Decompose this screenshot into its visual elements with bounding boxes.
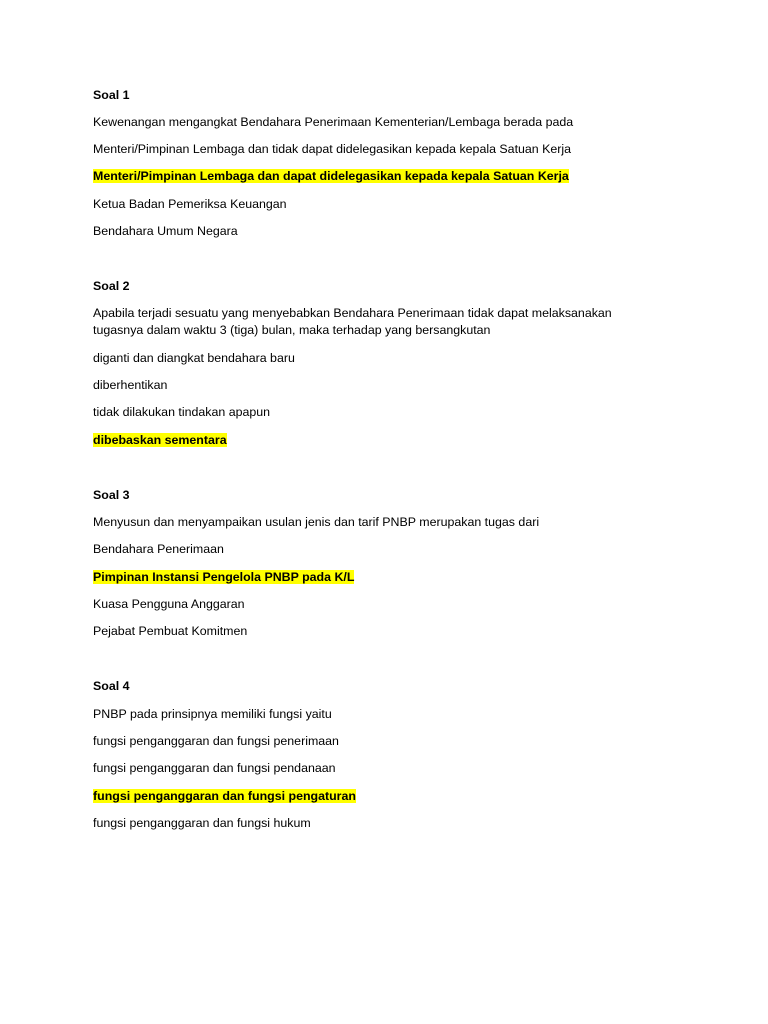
question-1-prompt: Kewenangan mengangkat Bendahara Penerimaan Kementerian/Lembaga berada pada: [93, 115, 574, 129]
question-4-prompt: PNBP pada prinsipnya memiliki fungsi yaitu: [93, 707, 332, 721]
question-3-option-3: Kuasa Pengguna Anggaran: [93, 597, 245, 611]
question-4-title: Soal 4: [93, 679, 130, 693]
question-4-option-4: fungsi penganggaran dan fungsi hukum: [93, 816, 311, 830]
question-4-option-2: fungsi penganggaran dan fungsi pendanaan: [93, 761, 336, 775]
question-3-option-4: Pejabat Pembuat Komitmen: [93, 624, 248, 638]
question-2-option-4: [93, 432, 227, 449]
question-2-option-1: diganti dan diangkat bendahara baru: [93, 351, 295, 365]
question-1-option-1: Menteri/Pimpinan Lembaga dan tidak dapat didelegasikan kepada kepala Satuan Kerja: [93, 142, 572, 156]
question-1-title: Soal 1: [93, 88, 130, 102]
question-2-option-2: diberhentikan: [93, 378, 168, 392]
highlighted-answer: Pimpinan Instansi Pengelola PNBP pada K/L: [93, 570, 355, 584]
question-3-option-2: [93, 569, 354, 586]
question-1-option-3: Ketua Badan Pemeriksa Keuangan: [93, 197, 287, 211]
question-2-option-3: tidak dilakukan tindakan apapun: [93, 405, 271, 419]
question-1-option-4: Bendahara Umum Negara: [93, 224, 238, 238]
highlighted-answer: Menteri/Pimpinan Lembaga dan dapat didelegasikan kepada kepala Satuan Kerja: [93, 169, 569, 183]
question-4-option-3: [93, 788, 356, 805]
highlighted-answer: fungsi penganggaran dan fungsi pengaturan: [93, 789, 356, 803]
question-3-title: Soal 3: [93, 488, 130, 502]
question-2-title: Soal 2: [93, 279, 130, 293]
question-4-option-1: fungsi penganggaran dan fungsi penerimaan: [93, 734, 339, 748]
highlighted-answer: dibebaskan sementara: [93, 433, 227, 447]
question-2-prompt: Apabila terjadi sesuatu yang menyebabkan Bendahara Penerimaan tidak dapat melaksanakan tugasnya dalam waktu 3 (tiga) bulan, maka terhadap yang bersangkutan: [93, 306, 612, 337]
question-3-option-1: Bendahara Penerimaan: [93, 542, 224, 556]
question-3-prompt: Menyusun dan menyampaikan usulan jenis dan tarif PNBP merupakan tugas dari: [93, 515, 540, 529]
question-1-option-2: [93, 168, 569, 185]
